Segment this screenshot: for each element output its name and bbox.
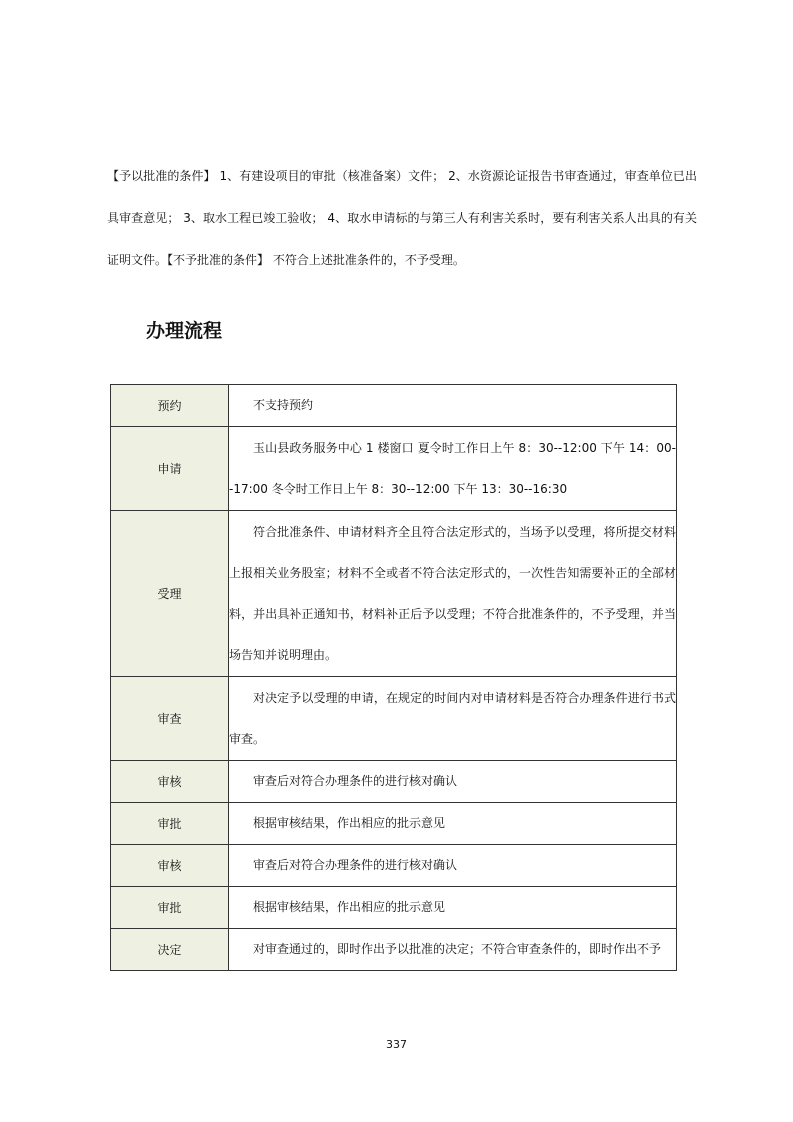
table-row [111, 929, 677, 971]
step-label: 受理 [111, 511, 229, 677]
step-label: 审查 [111, 677, 229, 761]
table-row [111, 845, 677, 887]
page-number: 337 [386, 1038, 407, 1051]
step-content: 符合批准条件、申请材料齐全且符合法定形式的，当场予以受理，将所提交材料上报相关业务股室；材料不全或者不符合法定形式的，一次性告知需要补正的全部材料，并出具补正通知书，材料补正后予以受理；不符合批准条件的，不予受理，并当场告知并说明理由。 [229, 511, 677, 677]
table-row [111, 803, 677, 845]
step-label: 审核 [111, 761, 229, 803]
step-content: 审查后对符合办理条件的进行核对确认 [229, 761, 677, 803]
table-row [111, 887, 677, 929]
step-label: 决定 [111, 929, 229, 971]
process-flow-table [110, 384, 677, 971]
table-row [111, 427, 677, 511]
approval-conditions-paragraph: 【予以批准的条件】 1、有建设项目的审批（核准备案）文件； 2、水资源论证报告书审查通过，审查单位已出具审查意见； 3、取水工程已竣工验收； 4、取水申请标的与第三人有利害关系时，要有利害关系人出具的有关证明文件。【不予批准的条件】 不符合上述批准条件的，不予受理。 [107, 169, 697, 267]
table-row [111, 761, 677, 803]
step-label: 审批 [111, 803, 229, 845]
step-content: 审查后对符合办理条件的进行核对确认 [229, 845, 677, 887]
step-label: 申请 [111, 427, 229, 511]
table-row [111, 677, 677, 761]
step-label: 审核 [111, 845, 229, 887]
step-content: 根据审核结果，作出相应的批示意见 [229, 803, 677, 845]
step-label: 预约 [111, 385, 229, 427]
table-row [111, 385, 677, 427]
step-label: 审批 [111, 887, 229, 929]
step-content: 玉山县政务服务中心 1 楼窗口 夏令时工作日上午 8：30--12:00 下午 14：00--17:00 冬令时工作日上午 8：30--12:00 下午 13：30--16:30 [229, 427, 677, 511]
step-content: 根据审核结果，作出相应的批示意见 [229, 887, 677, 929]
step-content: 对决定予以受理的申请，在规定的时间内对申请材料是否符合办理条件进行书式审查。 [229, 677, 677, 761]
section-title: 办理流程 [146, 320, 223, 342]
step-content: 对审查通过的，即时作出予以批准的决定；不符合审查条件的，即时作出不予 [229, 929, 677, 971]
step-content: 不支持预约 [229, 385, 677, 427]
table-row [111, 511, 677, 677]
